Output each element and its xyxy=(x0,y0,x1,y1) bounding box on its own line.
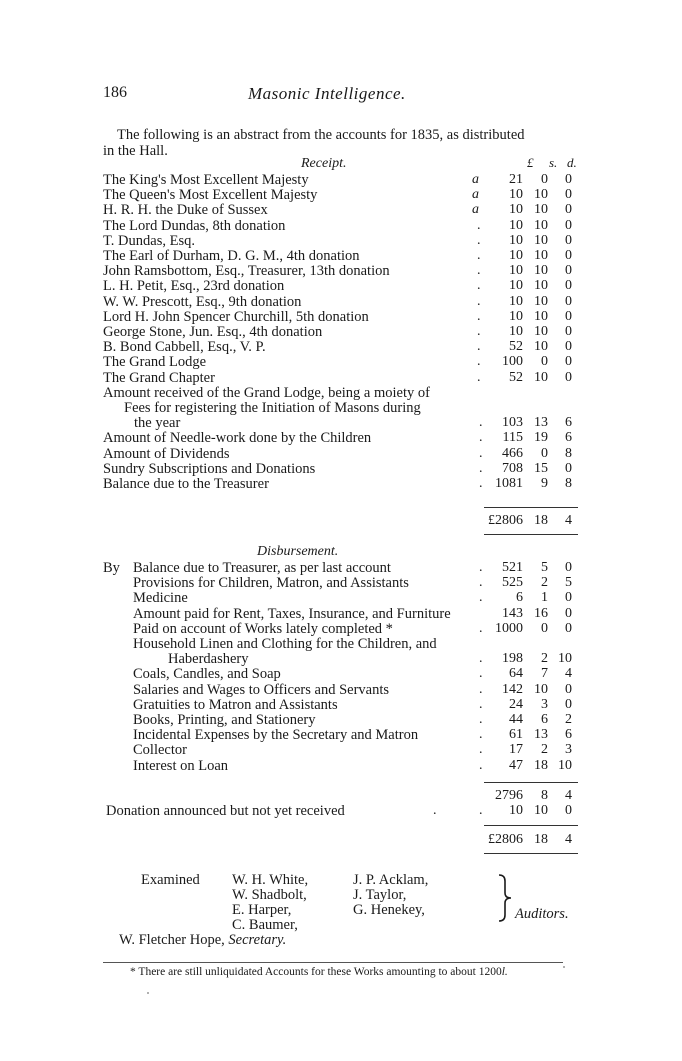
amount-shillings: 16 xyxy=(534,605,548,621)
amount-pounds: 10 xyxy=(509,217,523,233)
amount-shillings: 18 xyxy=(534,513,548,528)
leader-dot: . xyxy=(479,430,483,446)
amount-shillings: 5 xyxy=(541,560,548,575)
amount-pounds: 6 xyxy=(516,590,523,606)
footnote-unit: l. xyxy=(501,966,508,978)
amount-pence: 6 xyxy=(565,415,572,431)
amount-shillings: 0 xyxy=(541,354,548,370)
running-title: Masonic Intelligence. xyxy=(248,84,406,103)
amount-shillings: 10 xyxy=(534,217,548,233)
amount-pounds: 24 xyxy=(509,696,523,712)
amount-pounds: 142 xyxy=(502,681,523,697)
amount-shillings: 2 xyxy=(541,742,548,758)
leader-dot: . xyxy=(479,445,483,461)
footnote-rule xyxy=(103,962,563,963)
receipt-heading: Receipt. xyxy=(301,156,347,171)
amount-pence: 10 xyxy=(558,757,572,773)
column-head-pounds: £ xyxy=(527,155,534,170)
leader-dot: . xyxy=(479,560,483,575)
leader-dot: . xyxy=(479,803,483,818)
amount-shillings: 18 xyxy=(534,757,548,773)
amount-pounds: 21 xyxy=(509,172,523,187)
amount-pounds: 10 xyxy=(509,187,523,203)
amount-pounds: 525 xyxy=(502,575,523,591)
amount-shillings: 8 xyxy=(541,788,548,803)
row-mark: a xyxy=(472,202,479,218)
by-prefix: By xyxy=(103,560,120,576)
amount-pence: 0 xyxy=(565,590,572,606)
amount-pounds: 521 xyxy=(502,560,523,575)
amount-pence: 6 xyxy=(565,430,572,446)
amount-shillings: 10 xyxy=(534,681,548,697)
row-label-line: the year xyxy=(134,415,181,432)
amount-shillings: 13 xyxy=(534,415,548,431)
amount-shillings: 0 xyxy=(541,620,548,636)
amount-pounds: £2806 xyxy=(488,513,523,528)
amount-shillings: 10 xyxy=(534,202,548,218)
row-label: Donation announced but not yet received xyxy=(106,803,345,819)
amount-pounds: 143 xyxy=(502,605,523,621)
amount-shillings: 6 xyxy=(541,712,548,727)
leader-dot: . xyxy=(477,278,481,294)
auditor-name: G. Henekey, xyxy=(353,902,425,918)
leader-dot: . xyxy=(477,232,481,248)
amount-pence: 0 xyxy=(565,605,572,621)
column-head-shillings: s. xyxy=(549,155,558,170)
amount-pounds: 708 xyxy=(502,460,523,476)
amount-shillings: 10 xyxy=(534,324,548,339)
auditor-name: J. Taylor, xyxy=(353,887,407,903)
amount-pounds: 10 xyxy=(509,232,523,248)
footnote-text: * There are still unliquidated Accounts for these Works amounting to about 1200 xyxy=(130,966,502,978)
amount-pence: 2 xyxy=(565,712,572,727)
page-number: 186 xyxy=(103,84,127,101)
curly-brace-icon xyxy=(496,873,514,923)
row-label: The Grand Chapter xyxy=(103,369,215,386)
amount-shillings: 0 xyxy=(541,445,548,461)
leader-dot: . xyxy=(479,476,483,491)
leader-dot: . xyxy=(479,590,483,606)
amount-pence: 4 xyxy=(565,832,572,847)
row-label: Collector xyxy=(133,742,187,759)
row-mark: a xyxy=(472,172,479,187)
leader-dot: . xyxy=(433,803,437,818)
leader-dot: . xyxy=(477,308,481,324)
amount-shillings: 7 xyxy=(541,666,548,682)
amount-shillings: 10 xyxy=(534,187,548,203)
amount-shillings: 15 xyxy=(534,460,548,476)
disbursement-total-rule xyxy=(484,825,578,826)
leader-dot: . xyxy=(479,620,483,636)
amount-pence: 0 xyxy=(565,560,572,575)
leader-dot: . xyxy=(479,712,483,727)
amount-shillings: 3 xyxy=(541,696,548,712)
amount-pence: 10 xyxy=(558,651,572,667)
amount-pounds: 115 xyxy=(502,430,523,446)
leader-dot: . xyxy=(477,293,481,309)
amount-shillings: 10 xyxy=(534,369,548,385)
amount-pounds: 61 xyxy=(509,727,523,743)
amount-pounds: 17 xyxy=(509,742,523,758)
amount-pounds: 52 xyxy=(509,369,523,385)
amount-pounds: 10 xyxy=(509,803,523,818)
row-label: Interest on Loan xyxy=(133,757,229,774)
amount-pence: 0 xyxy=(565,278,572,294)
amount-pounds: 10 xyxy=(509,293,523,309)
row-label: B. Bond Cabbell, Esq., V. P. xyxy=(103,339,266,356)
row-label: Books, Printing, and Stationery xyxy=(133,712,316,728)
amount-shillings: 1 xyxy=(541,590,548,606)
secretary-signature xyxy=(119,933,286,948)
leader-dot: . xyxy=(477,354,481,370)
column-head-pence: d. xyxy=(567,155,577,170)
amount-pounds: 1081 xyxy=(495,476,523,491)
leader-dot: . xyxy=(477,339,481,355)
leader-dot: . xyxy=(479,415,483,431)
amount-pounds: 1000 xyxy=(495,620,523,636)
row-label: T. Dundas, Esq. xyxy=(103,232,195,249)
footnote xyxy=(130,966,508,978)
amount-pounds: 466 xyxy=(502,445,523,461)
row-label-line: Amount received of the Grand Lodge, being a moiety of xyxy=(103,384,430,401)
amount-shillings: 18 xyxy=(534,832,548,847)
leader-dot: . xyxy=(479,651,483,667)
amount-shillings: 10 xyxy=(534,293,548,309)
amount-pounds: 10 xyxy=(509,308,523,324)
amount-pence: 0 xyxy=(565,172,572,187)
amount-pence: 5 xyxy=(565,575,572,591)
row-label: Amount of Dividends xyxy=(103,445,230,462)
row-label: Sundry Subscriptions and Donations xyxy=(103,460,316,477)
row-label: The Grand Lodge xyxy=(103,354,207,371)
examiner-name: E. Harper, xyxy=(232,902,292,918)
row-mark: a xyxy=(472,187,479,203)
row-label: Incidental Expenses by the Secretary and Matron xyxy=(133,727,419,744)
row-label: Amount of Needle-work done by the Children xyxy=(103,430,372,447)
amount-pence: 3 xyxy=(565,742,572,758)
amount-pounds: £2806 xyxy=(488,832,523,847)
leader-dot: . xyxy=(479,727,483,743)
row-label: L. H. Petit, Esq., 23rd donation xyxy=(103,278,285,295)
amount-pence: 4 xyxy=(565,666,572,682)
amount-pence: 0 xyxy=(565,263,572,279)
amount-pounds: 198 xyxy=(502,651,523,667)
leader-dot: . xyxy=(479,575,483,591)
amount-pounds: 52 xyxy=(509,339,523,355)
row-label: H. R. H. the Duke of Sussex xyxy=(103,202,268,219)
intro-paragraph xyxy=(103,127,563,159)
amount-pence: 0 xyxy=(565,202,572,218)
amount-pence: 6 xyxy=(565,727,572,743)
amount-shillings: 10 xyxy=(534,278,548,294)
amount-pence: 8 xyxy=(565,476,572,491)
amount-pounds: 10 xyxy=(509,202,523,218)
amount-shillings: 2 xyxy=(541,575,548,591)
amount-pence: 0 xyxy=(565,354,572,370)
amount-shillings: 10 xyxy=(534,263,548,279)
auditor-name: J. P. Acklam, xyxy=(353,872,429,888)
amount-pounds: 47 xyxy=(509,757,523,773)
amount-shillings: 10 xyxy=(534,232,548,248)
leader-dot: . xyxy=(479,681,483,697)
receipt-total-rule xyxy=(484,507,578,508)
examiner-name: W. Shadbolt, xyxy=(232,887,307,903)
amount-shillings: 13 xyxy=(534,727,548,743)
amount-pounds: 44 xyxy=(509,712,523,727)
amount-shillings: 2 xyxy=(541,651,548,667)
amount-pence: 0 xyxy=(565,232,572,248)
amount-pence: 0 xyxy=(565,681,572,697)
auditors-label: Auditors. xyxy=(515,906,569,922)
row-label: The King's Most Excellent Majesty xyxy=(103,172,309,188)
amount-pence: 0 xyxy=(565,369,572,385)
intro-line-1: The following is an abstract from the accounts for 1835, as distributed xyxy=(117,127,525,143)
secretary-name: W. Fletcher Hope, xyxy=(119,932,225,948)
amount-shillings: 10 xyxy=(534,803,548,818)
amount-pence: 0 xyxy=(565,803,572,818)
amount-pounds: 10 xyxy=(509,278,523,294)
row-label: Gratuities to Matron and Assistants xyxy=(133,696,338,713)
leader-dot: . xyxy=(479,742,483,758)
amount-pence: 4 xyxy=(565,513,572,528)
row-label: Balance due to the Treasurer xyxy=(103,476,269,492)
row-label: Medicine xyxy=(133,590,188,607)
amount-shillings: 19 xyxy=(534,430,548,446)
amount-shillings: 10 xyxy=(534,339,548,355)
examined-label: Examined xyxy=(141,872,200,888)
amount-pounds: 103 xyxy=(502,415,523,431)
row-label: Balance due to Treasurer, as per last account xyxy=(133,560,391,576)
row-label: Paid on account of Works lately completed * xyxy=(133,620,393,637)
amount-pounds: 2796 xyxy=(495,788,523,803)
amount-pence: 0 xyxy=(565,308,572,324)
leader-dot: . xyxy=(479,460,483,476)
row-label: The Lord Dundas, 8th donation xyxy=(103,217,286,234)
amount-pence: 0 xyxy=(565,460,572,476)
leader-dot: . xyxy=(477,248,481,263)
receipt-total-underline xyxy=(484,534,578,535)
row-label-line: Haberdashery xyxy=(168,651,249,668)
row-label: Amount paid for Rent, Taxes, Insurance, and Furniture xyxy=(133,605,451,622)
amount-pence: 0 xyxy=(565,248,572,263)
row-label-line: Household Linen and Clothing for the Children, and xyxy=(133,636,437,652)
amount-pence: 0 xyxy=(565,324,572,339)
leader-dot: . xyxy=(479,696,483,712)
row-label: W. W. Prescott, Esq., 9th donation xyxy=(103,293,302,310)
disbursement-total-underline xyxy=(484,853,578,854)
leader-dot: . xyxy=(477,217,481,233)
amount-shillings: 9 xyxy=(541,476,548,491)
secretary-title: Secretary. xyxy=(228,932,287,948)
disbursement-heading: Disbursement. xyxy=(257,544,339,559)
examiner-name: W. H. White, xyxy=(232,872,309,888)
amount-shillings: 10 xyxy=(534,248,548,263)
row-label: The Queen's Most Excellent Majesty xyxy=(103,187,318,204)
amount-pounds: 10 xyxy=(509,324,523,339)
amount-pounds: 100 xyxy=(502,354,523,370)
disbursement-subtotal-rule xyxy=(484,782,578,783)
amount-pence: 0 xyxy=(565,696,572,712)
row-label: The Earl of Durham, D. G. M., 4th donation xyxy=(103,248,360,264)
amount-pence: 0 xyxy=(565,339,572,355)
amount-pounds: 10 xyxy=(509,263,523,279)
leader-dot: . xyxy=(477,324,481,339)
row-label: Lord H. John Spencer Churchill, 5th donation xyxy=(103,308,369,325)
amount-pounds: 64 xyxy=(509,666,523,682)
amount-pence: 0 xyxy=(565,217,572,233)
row-label-line: Fees for registering the Initiation of Masons during xyxy=(124,400,421,416)
leader-dot: . xyxy=(479,666,483,682)
leader-dot: . xyxy=(477,263,481,279)
amount-pence: 8 xyxy=(565,445,572,461)
intro-line-2: in the Hall. xyxy=(103,143,168,159)
amount-pounds: 10 xyxy=(509,248,523,263)
row-label: George Stone, Jun. Esq., 4th donation xyxy=(103,324,323,340)
amount-shillings: 0 xyxy=(541,172,548,187)
paper-speck xyxy=(147,992,149,994)
amount-shillings: 10 xyxy=(534,308,548,324)
paper-speck xyxy=(563,966,565,968)
amount-pence: 0 xyxy=(565,187,572,203)
row-label: Salaries and Wages to Officers and Servants xyxy=(133,681,390,698)
amount-pence: 4 xyxy=(565,788,572,803)
leader-dot: . xyxy=(479,757,483,773)
row-label: Coals, Candles, and Soap xyxy=(133,666,281,683)
row-label: John Ramsbottom, Esq., Treasurer, 13th donation xyxy=(103,263,390,280)
row-label: Provisions for Children, Matron, and Assistants xyxy=(133,575,409,592)
examiner-name: C. Baumer, xyxy=(232,917,298,933)
amount-pence: 0 xyxy=(565,620,572,636)
amount-pence: 0 xyxy=(565,293,572,309)
leader-dot: . xyxy=(477,369,481,385)
